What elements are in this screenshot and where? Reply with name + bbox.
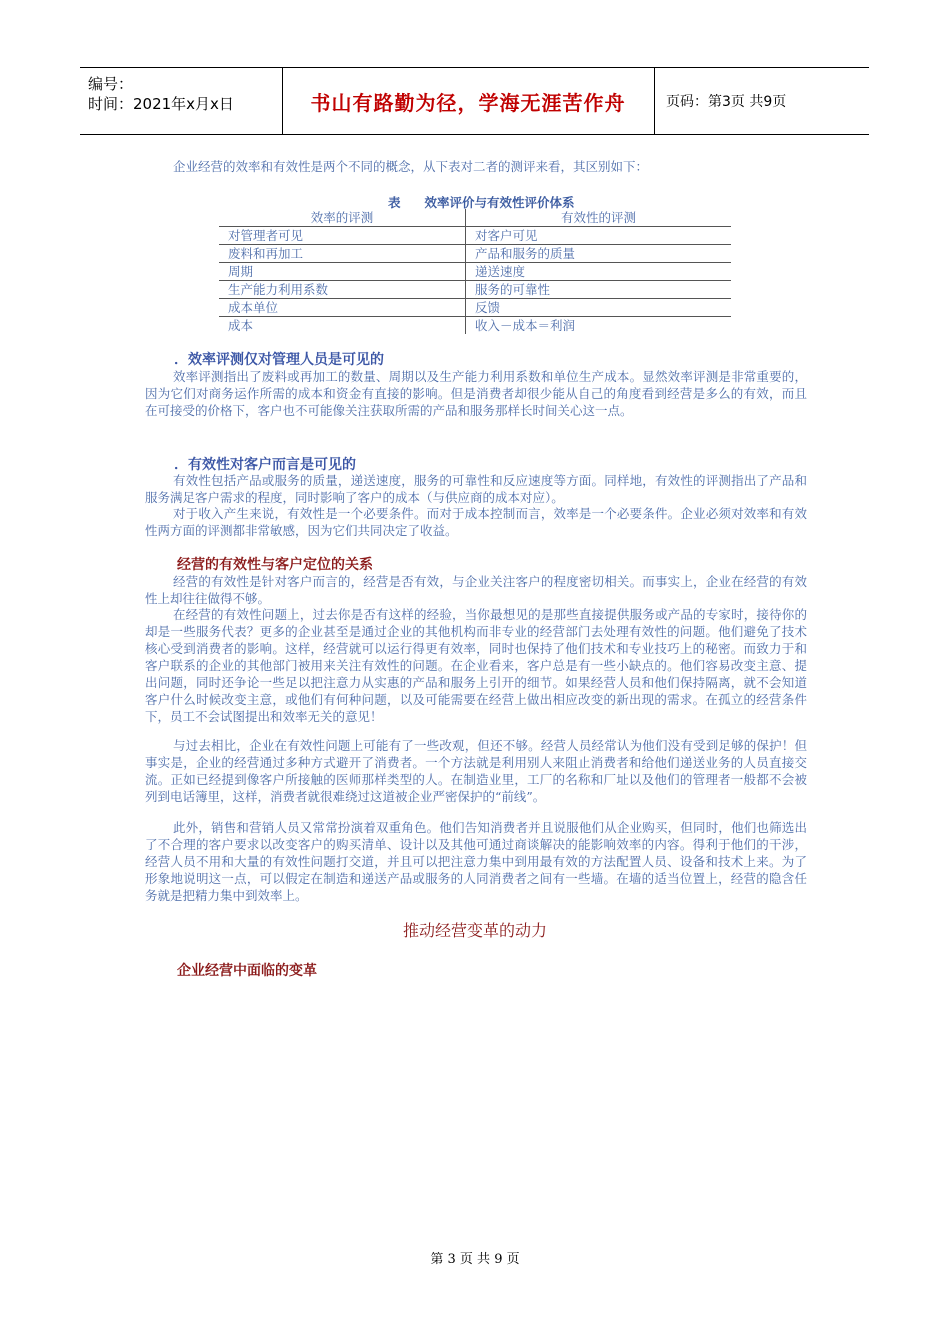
table-row — [219, 317, 731, 335]
section-heading-customer: 经营的有效性与客户定位的关系 — [177, 557, 373, 573]
section-heading-effectiveness: ．有效性对客户而言是可见的 — [174, 457, 356, 473]
header-motto: 书山有路勤为径，学海无涯苦作舟 — [310, 90, 626, 115]
paragraph: 在经营的有效性问题上，过去你是否有这样的经验，当你最想见的是那些直接提供服务或产品的专家时，接待你的却是一些服务代表？更多的企业甚至是通过企业的其他机构而非专业的经营部门去处理有效性的问题。他们避免了技术核心受到消费者的影响。这样，经营就可以运行得更有效率，同时也保持了他们技术和专业技巧上的秘密。而致力于和客户联系的企业的其他部门被用来关注有效性的问题。在企业看来，客户总是有一些小缺点的。他们容易改变主意、提出问题，同时还争论一些足以把注意力从实惠的产品和服务上引开的细节。如果经营人员和他们保持隔离，就不会知道客户什么时候改变主意，或他们有何种问题，以及可能需要在经营上做出相应改变的新出现的需求。在孤立的经营条件下，员工不会试图提出和效率无关的意见！ — [145, 607, 807, 724]
table-row — [219, 245, 731, 263]
comparison-table — [219, 209, 731, 334]
table-header-efficiency: 效率的评测 — [219, 209, 466, 227]
section-heading-changes: 企业经营中面临的变革 — [177, 963, 317, 979]
paragraph: 有效性包括产品或服务的质量，递送速度，服务的可靠性和反应速度等方面。同样地，有效性的评测指出了产品和服务满足客户需求的程度，同时影响了客户的成本（与供应商的成本对应）。 — [145, 473, 807, 505]
table-row — [219, 281, 731, 299]
table-cell: 产品和服务的质量 — [475, 246, 576, 261]
table-row — [219, 299, 731, 317]
table-row — [219, 263, 731, 281]
table-header-effectiveness: 有效性的评测 — [560, 210, 636, 225]
table-cell: 废料和再加工 — [219, 245, 466, 263]
table-cell: 生产能力利用系数 — [219, 281, 466, 299]
page-footer: 第 3 页 共 9 页 — [430, 1252, 520, 1267]
header-page-number: 页码：第3页 共9页 — [666, 94, 787, 110]
table-cell: 对管理者可见 — [219, 227, 466, 245]
paragraph: 对于收入产生来说，有效性是一个必要条件。而对于成本控制而言，效率是一个必要条件。企业必须对效率和有效性两方面的评测都非常敏感，因为它们共同决定了收益。 — [145, 506, 807, 538]
table-cell: 周期 — [219, 263, 466, 281]
document-date-label: 时间：2021年x月x日 — [88, 95, 234, 113]
paragraph: 效率评测指出了废料或再加工的数量、周期以及生产能力利用系数和单位生产成本。显然效率评测是非常重要的，因为它们对商务运作所需的成本和资金有直接的影响。但是消费者却很少能从自己的角度看到经营是多么的有效，而且在可接受的价格下，客户也不可能像关注获取所需的产品和服务那样长时间关心这一点。 — [145, 369, 807, 418]
table-title-prefix: 表 — [388, 195, 401, 210]
section-heading-efficiency: ．效率评测仅对管理人员是可见的 — [174, 352, 384, 368]
table-cell: 递送速度 — [475, 264, 526, 279]
header-info-cell — [80, 68, 283, 134]
page-header — [80, 67, 869, 135]
table-cell: 服务的可靠性 — [475, 282, 551, 297]
table-cell: 成本单位 — [219, 299, 466, 317]
document-code-label: 编号： — [88, 75, 134, 93]
chapter-title: 推动经营变革的动力 — [402, 921, 547, 940]
paragraph: 此外，销售和营销人员又常常扮演着双重角色。他们告知消费者并且说服他们从企业购买，但同时，他们也筛选出了不合理的客户要求以改变客户的购买清单、设计以及其他可通过商谈解决的能影响效率的内容。得利于他们的干涉，经营人员不用和大量的有效性问题打交道，并且可以把注意力集中到用最有效的方法配置人员、设备和技术上来。为了形象地说明这一点，可以假定在制造和递送产品或服务的人同消费者之间有一些墙。在墙的适当位置上，经营的隐含任务就是把精力集中到效率上。 — [145, 820, 807, 903]
table-cell: 反馈 — [475, 300, 501, 315]
table-cell: 收入－成本＝利润 — [475, 318, 576, 333]
table-title-text: 效率评价与有效性评价体系 — [424, 195, 575, 210]
table-cell: 对客户可见 — [475, 228, 538, 243]
header-motto-cell — [282, 68, 655, 134]
paragraph: 经营的有效性是针对客户而言的，经营是否有效，与企业关注客户的程度密切相关。而事实上，企业在经营的有效性上却往往做得不够。 — [145, 574, 807, 606]
table-cell: 成本 — [219, 317, 466, 335]
table-header-row — [219, 209, 731, 227]
header-page-cell — [654, 68, 869, 134]
paragraph: 与过去相比，企业在有效性问题上可能有了一些改观，但还不够。经营人员经常认为他们没有受到足够的保护！但事实是，企业的经营通过多种方式避开了消费者。一个方法就是利用别人来阻止消费者和给他们递送业务的人员直接交流。正如已经提到像客户所接触的医师那样类型的人。在制造业里，工厂的名称和厂址以及他们的管理者一般都不会被列到电话簿里，这样，消费者就很难绕过这道被企业严密保护的“前线”。 — [145, 738, 807, 804]
table-row — [219, 227, 731, 245]
intro-text: 企业经营的效率和有效性是两个不同的概念，从下表对二者的测评来看，其区别如下： — [173, 159, 649, 174]
